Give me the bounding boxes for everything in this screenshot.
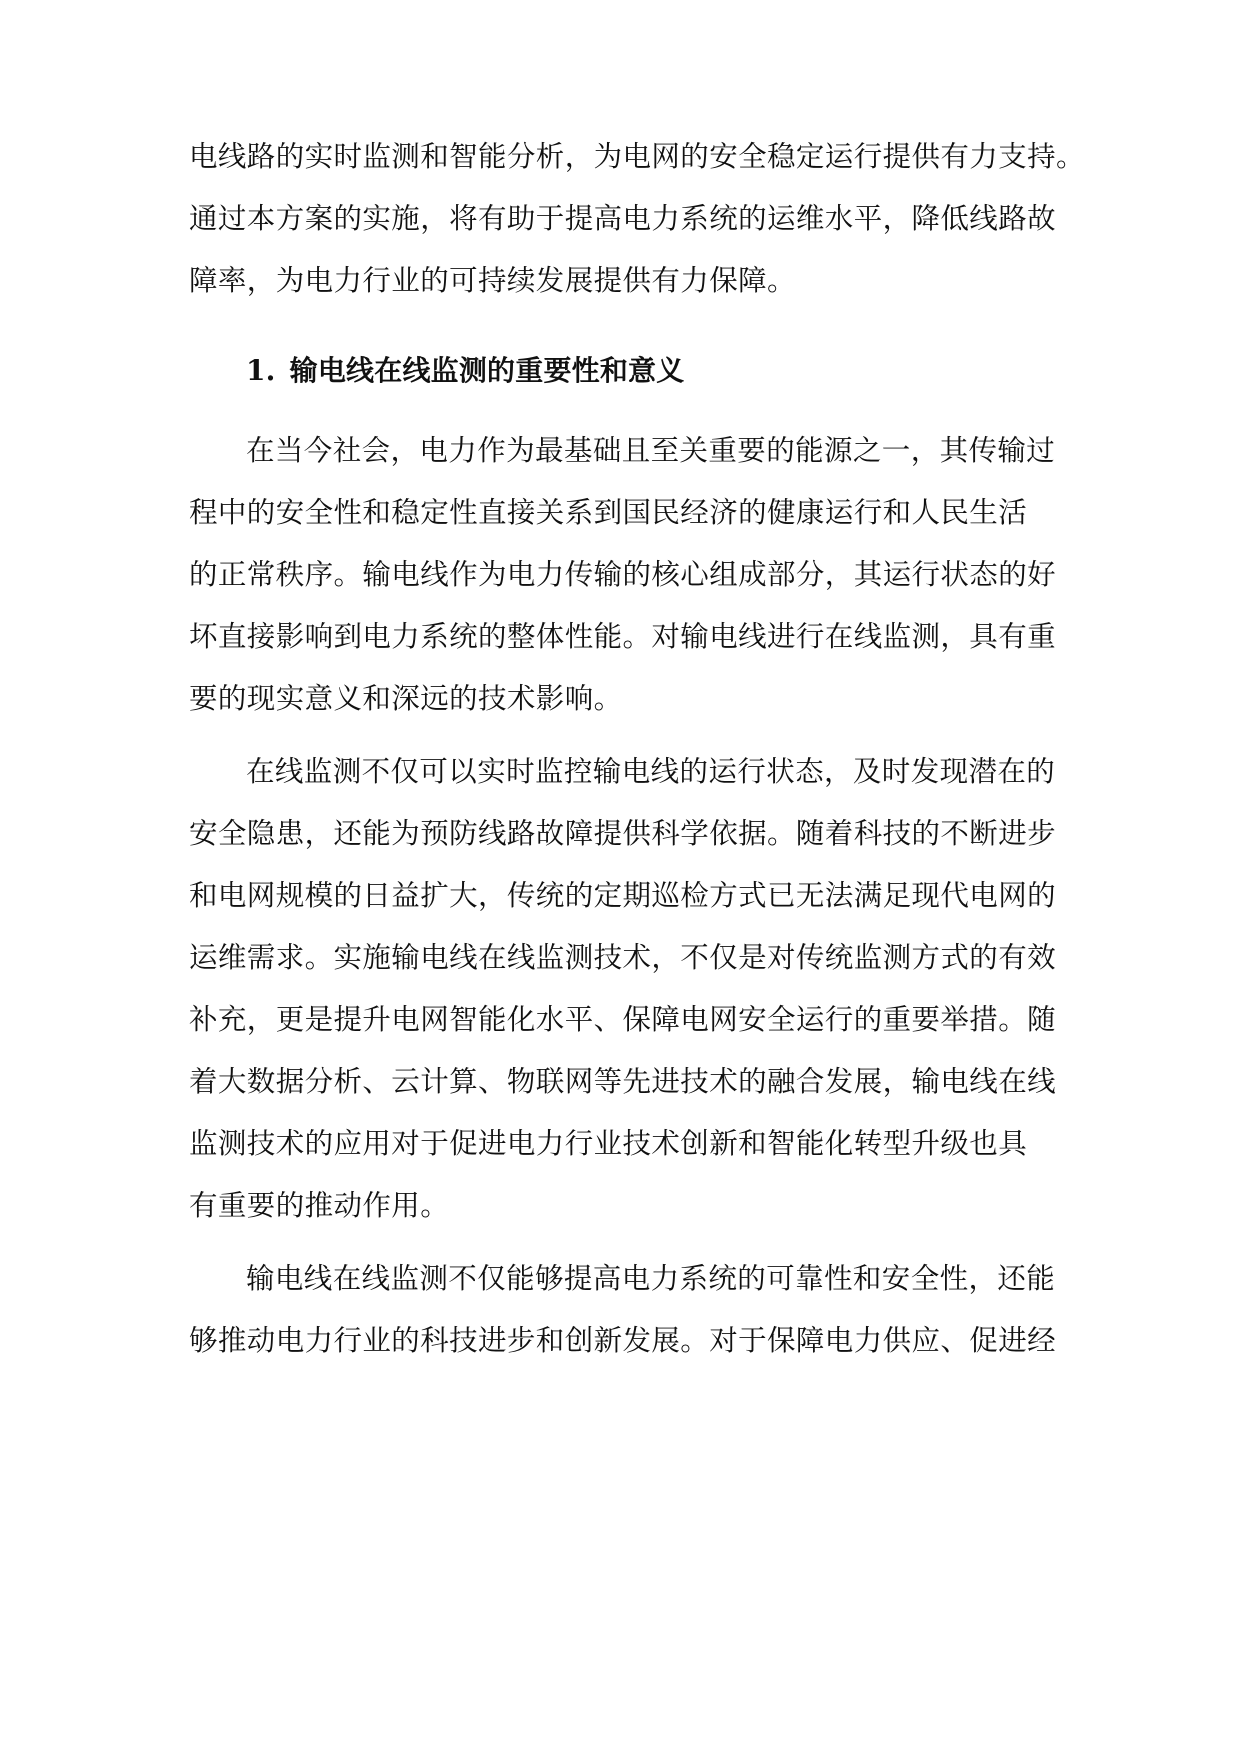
- paragraph-line: 着大数据分析、云计算、物联网等先进技术的融合发展，输电线在线: [189, 1065, 1057, 1098]
- paragraph-line: 够推动电力行业的科技进步和创新发展。对于保障电力供应、促进经: [189, 1324, 1057, 1357]
- paragraph-line: 坏直接影响到电力系统的整体性能。对输电线进行在线监测，具有重: [189, 620, 1057, 653]
- paragraph-line: 的正常秩序。输电线作为电力传输的核心组成部分，其运行状态的好: [189, 558, 1057, 591]
- paragraph-line: 输电线在线监测不仅能够提高电力系统的可靠性和安全性，还能: [246, 1262, 1056, 1295]
- paragraph-line: 有重要的推动作用。: [189, 1189, 450, 1222]
- paragraph-line: 要的现实意义和深远的技术影响。: [189, 682, 623, 715]
- paragraph-line: 在当今社会，电力作为最基础且至关重要的能源之一，其传输过: [246, 434, 1056, 467]
- paragraph-line: 补充，更是提升电网智能化水平、保障电网安全运行的重要举措。随: [189, 1003, 1057, 1036]
- paragraph-line: 和电网规模的日益扩大，传统的定期巡检方式已无法满足现代电网的: [189, 879, 1057, 912]
- paragraph-line: 运维需求。实施输电线在线监测技术，不仅是对传统监测方式的有效: [189, 941, 1057, 974]
- paragraph-line: 安全隐患，还能为预防线路故障提供科学依据。随着科技的不断进步: [189, 817, 1057, 850]
- paragraph-line: 在线监测不仅可以实时监控输电线的运行状态，及时发现潜在的: [246, 755, 1056, 788]
- intro-line: 电线路的实时监测和智能分析，为电网的安全稳定运行提供有力支持。: [189, 140, 1085, 173]
- intro-line: 障率，为电力行业的可持续发展提供有力保障。: [189, 264, 796, 297]
- paragraph-line: 程中的安全性和稳定性直接关系到国民经济的健康运行和人民生活: [189, 496, 1028, 529]
- paragraph-line: 监测技术的应用对于促进电力行业技术创新和智能化转型升级也具: [189, 1127, 1028, 1160]
- intro-line: 通过本方案的实施，将有助于提高电力系统的运维水平，降低线路故: [189, 202, 1057, 235]
- section-number: 1.: [246, 354, 276, 387]
- section-title: 输电线在线监测的重要性和意义: [289, 354, 685, 387]
- section-heading: [246, 351, 684, 391]
